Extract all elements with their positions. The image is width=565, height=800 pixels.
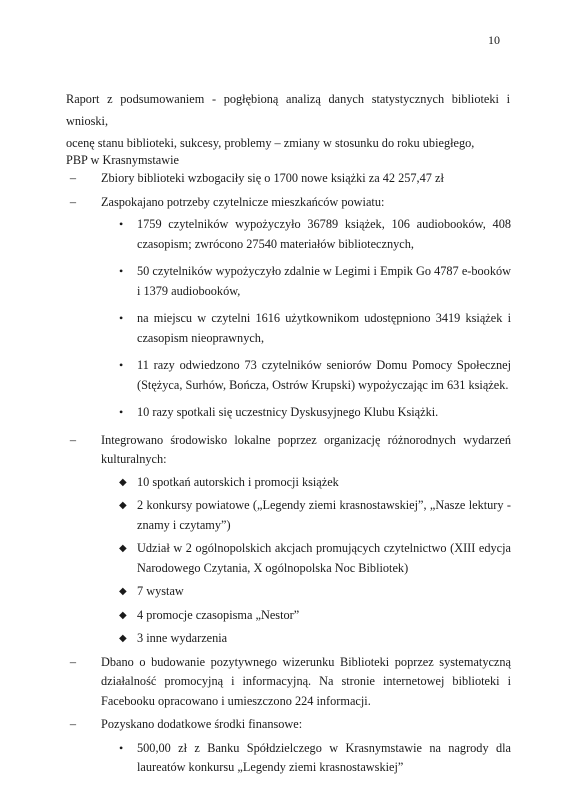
diamond-bullet-icon: ◆ xyxy=(119,633,127,644)
bullet-text: 500,00 zł z Banku Spółdzielczego w Krasnymstawie na nagrody dla laureatów konkursu „Legendy ziemi krasnostawskiej” xyxy=(137,740,511,774)
diamond-text: 7 wystaw xyxy=(137,584,184,598)
bullet-text: 10 razy spotkali się uczestnicy Dyskusyjnego Klubu Książki. xyxy=(137,405,439,419)
list-item-collections xyxy=(66,169,511,189)
diamond-bullet-icon: ◆ xyxy=(119,476,127,488)
list-item-text: Dbano o budowanie pozytywnego wizerunku Biblioteki poprzez systematyczną działalność promocyjną i informacyjną. Na stronie internetowej biblioteki i Facebooku opracowano i umieszczono 224 informacji. xyxy=(101,654,511,708)
dash-marker: – xyxy=(69,171,77,185)
diamond-bullet-icon: ◆ xyxy=(119,500,127,511)
bullet-marker: • xyxy=(119,740,124,755)
diamond-bullet-icon: ◆ xyxy=(119,586,127,597)
bullet-marker: • xyxy=(119,217,124,231)
bullet-text: 1759 czytelników wypożyczyło 36789 książek, 106 audiobooków, 408 czasopism; zwrócono 27540 materiałów bibliotecznych, xyxy=(137,217,511,251)
dash-marker: – xyxy=(69,432,77,447)
intro-line-2: ocenę stanu biblioteki, sukcesy, problemy – zmiany w stosunku do roku ubiegłego, xyxy=(66,136,475,150)
bullet-list xyxy=(101,215,511,423)
diamond-item xyxy=(119,496,511,535)
diamond-item xyxy=(119,606,511,626)
diamond-item xyxy=(119,582,511,602)
list-item-funding xyxy=(66,715,511,778)
bullet-item xyxy=(119,262,511,301)
dash-marker: – xyxy=(69,717,77,731)
list-item-community-events xyxy=(66,431,511,649)
diamond-item xyxy=(119,629,511,649)
diamond-bullet-icon: ◆ xyxy=(119,543,127,554)
bullet-item xyxy=(119,356,511,395)
bullet-item xyxy=(119,403,511,423)
dash-marker: – xyxy=(69,194,77,209)
list-item-promotion xyxy=(66,653,511,712)
diamond-text: 4 promocje czasopisma „Nestor” xyxy=(137,607,300,622)
diamond-text: 2 konkursy powiatowe („Legendy ziemi krasnostawskiej”, „Nasze lektury - znamy i czytamy”) xyxy=(137,498,511,532)
bullet-text: 11 razy odwiedzono 73 czytelników seniorów Domu Pomocy Społecznej (Stężyca, Surhów, Bończa, Ostrów Krupski) wypożyczając im 631 książek. xyxy=(137,358,511,392)
diamond-text: 3 inne wydarzenia xyxy=(137,631,228,645)
diamond-list xyxy=(101,473,511,649)
list-item-text: Zbiory biblioteki wzbogaciły się o 1700 nowe książki za 42 257,47 zł xyxy=(101,171,444,185)
list-item-text: Pozyskano dodatkowe środki finansowe: xyxy=(101,717,303,731)
main-list xyxy=(66,169,511,782)
bullet-marker: • xyxy=(119,358,124,372)
diamond-text: Udział w 2 ogólnopolskich akcjach promujących czytelnictwo (XIII edycja Narodowego Czytania, X ogólnopolska Noc Bibliotek) xyxy=(137,541,511,575)
diamond-item xyxy=(119,539,511,578)
diamond-text: 10 spotkań autorskich i promocji książek xyxy=(137,474,339,489)
bullet-marker: • xyxy=(119,264,124,278)
dash-marker: – xyxy=(69,654,77,669)
bullet-item xyxy=(119,215,511,254)
list-item-reader-needs xyxy=(66,193,511,423)
bullet-text: 50 czytelników wypożyczyło zdalnie w Legimi i Empik Go 4787 e-booków i 1379 audiobooków, xyxy=(137,264,511,298)
intro-paragraph xyxy=(66,88,510,154)
intro-line-1: Raport z podsumowaniem - pogłębioną analizą danych statystycznych biblioteki i wnioski, xyxy=(66,92,510,128)
section-title: PBP w Krasnymstawie xyxy=(66,153,179,167)
bullet-marker: • xyxy=(119,405,124,419)
bullet-marker: • xyxy=(119,311,124,325)
diamond-bullet-icon: ◆ xyxy=(119,609,127,621)
page-number: 10 xyxy=(488,33,500,47)
list-item-text: Integrowano środowisko lokalne poprzez organizację różnorodnych wydarzeń kulturalnych: xyxy=(101,432,511,466)
list-item-text: Zaspokajano potrzeby czytelnicze mieszkańców powiatu: xyxy=(101,194,385,209)
bullet-text: na miejscu w czytelni 1616 użytkownikom udostępniono 3419 książek i czasopism nieoprawnych, xyxy=(137,311,511,345)
diamond-item xyxy=(119,473,511,493)
bullet-item xyxy=(119,739,511,778)
bullet-item xyxy=(119,309,511,348)
